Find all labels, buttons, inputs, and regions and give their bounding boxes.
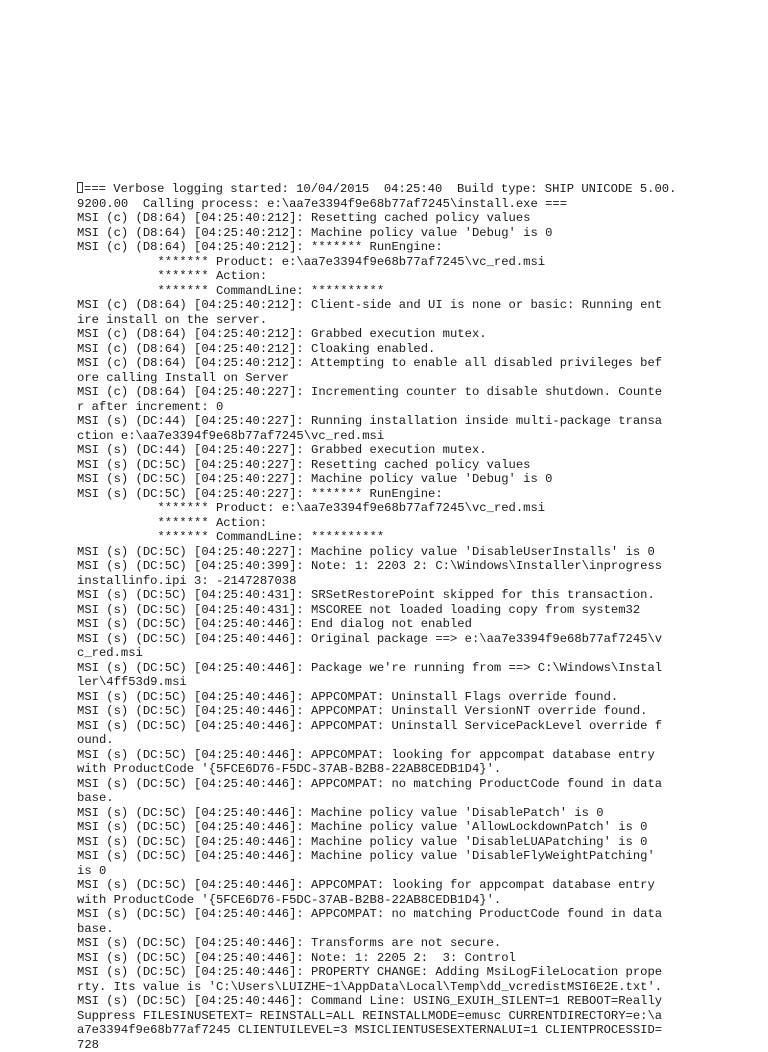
log-line: MSI (c) (D8:64) [04:25:40:212]: ******* RunEngine: — [77, 240, 697, 255]
log-line: ore calling Install on Server — [77, 371, 697, 386]
log-line: ******* CommandLine: ********** — [77, 284, 697, 299]
log-line: MSI (s) (DC:5C) [04:25:40:446]: APPCOMPAT: Uninstall ServicePackLevel override f — [77, 719, 697, 734]
log-line: MSI (s) (DC:5C) [04:25:40:446]: APPCOMPAT: looking for appcompat database entry — [77, 878, 697, 893]
log-line: 728 — [77, 1038, 697, 1052]
log-line: rty. Its value is 'C:\Users\LUIZHE~1\AppData\Local\Temp\dd_vcredistMSI6E2E.txt'. — [77, 980, 697, 995]
log-line-first — [77, 182, 697, 197]
log-line: ction e:\aa7e3394f9e68b77af7245\vc_red.msi — [77, 429, 697, 444]
log-line-text: === Verbose logging started: 10/04/2015 04:25:40 Build type: SHIP UNICODE 5.00. — [84, 182, 676, 196]
log-line: base. — [77, 791, 697, 806]
log-line: MSI (s) (DC:5C) [04:25:40:446]: Machine policy value 'DisablePatch' is 0 — [77, 806, 697, 821]
log-line: MSI (c) (D8:64) [04:25:40:212]: Resetting cached policy values — [77, 211, 697, 226]
log-line: MSI (c) (D8:64) [04:25:40:212]: Cloaking enabled. — [77, 342, 697, 357]
log-line: MSI (s) (DC:5C) [04:25:40:446]: APPCOMPAT: Uninstall VersionNT override found. — [77, 704, 697, 719]
log-line: ******* Product: e:\aa7e3394f9e68b77af7245\vc_red.msi — [77, 255, 697, 270]
log-line: is 0 — [77, 864, 697, 879]
log-line: MSI (c) (D8:64) [04:25:40:212]: Attempting to enable all disabled privileges bef — [77, 356, 697, 371]
log-line: MSI (s) (DC:5C) [04:25:40:446]: Command Line: USING_EXUIH_SILENT=1 REBOOT=Really — [77, 994, 697, 1009]
log-line: MSI (c) (D8:64) [04:25:40:212]: Client-side and UI is none or basic: Running ent — [77, 298, 697, 313]
log-line: a7e3394f9e68b77af7245 CLIENTUILEVEL=3 MSICLIENTUSESEXTERNALUI=1 CLIENTPROCESSID= — [77, 1023, 697, 1038]
log-line: ire install on the server. — [77, 313, 697, 328]
log-line: MSI (s) (DC:5C) [04:25:40:227]: Machine policy value 'DisableUserInstalls' is 0 — [77, 545, 697, 560]
log-line: MSI (s) (DC:5C) [04:25:40:431]: SRSetRestorePoint skipped for this transaction. — [77, 588, 697, 603]
log-line: r after increment: 0 — [77, 400, 697, 415]
log-line: ******* Action: — [77, 269, 697, 284]
log-line: Suppress FILESINUSETEXT= REINSTALL=ALL REINSTALLMODE=emusc CURRENTDIRECTORY=e:\a — [77, 1009, 697, 1024]
log-line: MSI (s) (DC:5C) [04:25:40:431]: MSCOREE not loaded loading copy from system32 — [77, 603, 697, 618]
log-line: MSI (s) (DC:5C) [04:25:40:446]: APPCOMPAT: no matching ProductCode found in data — [77, 777, 697, 792]
log-line: 9200.00 Calling process: e:\aa7e3394f9e68b77af7245\install.exe === — [77, 197, 697, 212]
log-line: MSI (s) (DC:5C) [04:25:40:227]: Resetting cached policy values — [77, 458, 697, 473]
log-line: MSI (s) (DC:5C) [04:25:40:446]: Transforms are not secure. — [77, 936, 697, 951]
log-line: c_red.msi — [77, 646, 697, 661]
log-line: MSI (s) (DC:5C) [04:25:40:446]: End dialog not enabled — [77, 617, 697, 632]
log-line: with ProductCode '{5FCE6D76-F5DC-37AB-B2B8-22AB8CEDB1D4}'. — [77, 762, 697, 777]
log-line: MSI (s) (DC:5C) [04:25:40:446]: PROPERTY CHANGE: Adding MsiLogFileLocation prope — [77, 965, 697, 980]
log-line: MSI (s) (DC:5C) [04:25:40:446]: Note: 1: 2205 2: 3: Control — [77, 951, 697, 966]
log-line: ******* Product: e:\aa7e3394f9e68b77af7245\vc_red.msi — [77, 501, 697, 516]
log-line: base. — [77, 922, 697, 937]
log-line: MSI (s) (DC:5C) [04:25:40:446]: APPCOMPAT: Uninstall Flags override found. — [77, 690, 697, 705]
log-line: MSI (s) (DC:5C) [04:25:40:227]: ******* RunEngine: — [77, 487, 697, 502]
log-document — [77, 182, 697, 1052]
log-line: MSI (s) (DC:5C) [04:25:40:446]: APPCOMPAT: no matching ProductCode found in data — [77, 907, 697, 922]
log-line: MSI (s) (DC:5C) [04:25:40:446]: Original package ==> e:\aa7e3394f9e68b77af7245\v — [77, 632, 697, 647]
log-line: MSI (s) (DC:5C) [04:25:40:446]: Package we're running from ==> C:\Windows\Instal — [77, 661, 697, 676]
log-line: MSI (s) (DC:44) [04:25:40:227]: Running installation inside multi-package transa — [77, 414, 697, 429]
log-line: ound. — [77, 733, 697, 748]
log-line: MSI (s) (DC:5C) [04:25:40:446]: Machine policy value 'DisableFlyWeightPatching' — [77, 849, 697, 864]
log-line: ******* Action: — [77, 516, 697, 531]
log-line: MSI (s) (DC:5C) [04:25:40:446]: Machine policy value 'AllowLockdownPatch' is 0 — [77, 820, 697, 835]
log-line: installinfo.ipi 3: -2147287038 — [77, 574, 697, 589]
log-line: MSI (c) (D8:64) [04:25:40:227]: Incrementing counter to disable shutdown. Counte — [77, 385, 697, 400]
log-line: ler\4ff53d9.msi — [77, 675, 697, 690]
log-line: with ProductCode '{5FCE6D76-F5DC-37AB-B2B8-22AB8CEDB1D4}'. — [77, 893, 697, 908]
log-line: MSI (s) (DC:44) [04:25:40:227]: Grabbed execution mutex. — [77, 443, 697, 458]
log-line: MSI (c) (D8:64) [04:25:40:212]: Grabbed execution mutex. — [77, 327, 697, 342]
log-line: MSI (s) (DC:5C) [04:25:40:446]: Machine policy value 'DisableLUAPatching' is 0 — [77, 835, 697, 850]
bom-glyph-icon — [77, 182, 83, 193]
log-line: MSI (s) (DC:5C) [04:25:40:399]: Note: 1: 2203 2: C:\Windows\Installer\inprogress — [77, 559, 697, 574]
log-line: MSI (s) (DC:5C) [04:25:40:446]: APPCOMPAT: looking for appcompat database entry — [77, 748, 697, 763]
log-line: MSI (s) (DC:5C) [04:25:40:227]: Machine policy value 'Debug' is 0 — [77, 472, 697, 487]
log-line: ******* CommandLine: ********** — [77, 530, 697, 545]
log-line: MSI (c) (D8:64) [04:25:40:212]: Machine policy value 'Debug' is 0 — [77, 226, 697, 241]
